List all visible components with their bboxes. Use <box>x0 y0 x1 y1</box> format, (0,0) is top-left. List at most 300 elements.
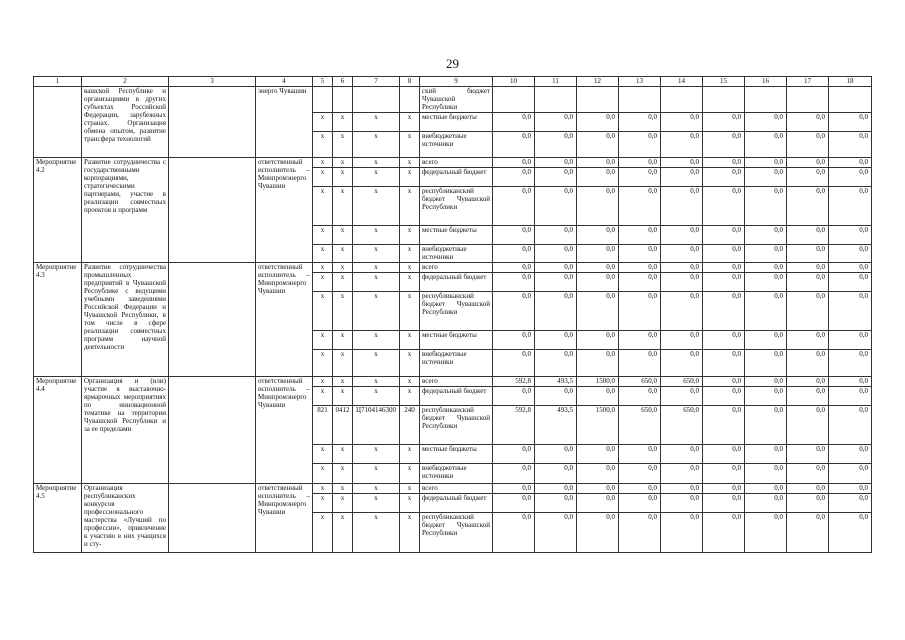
amount-cell: 592,8 <box>493 406 535 445</box>
column-number: 5 <box>313 77 333 87</box>
amount-cell: 0,0 <box>493 494 535 513</box>
amount-cell: 650,0 <box>661 377 703 387</box>
amount-cell: 0,0 <box>787 331 829 350</box>
column-number: 9 <box>420 77 493 87</box>
budget-code: x <box>313 187 333 226</box>
amount-cell: 0,0 <box>577 132 619 158</box>
budget-code: x <box>353 387 400 406</box>
amount-cell: 0,0 <box>577 263 619 273</box>
measure-description: вашской Республике и организациями в других субъектах Российской Федерации, зарубежных странах. Организация обмена опытом, развитие трансфера технологий <box>82 87 169 158</box>
budget-code: x <box>353 331 400 350</box>
page-number: 29 <box>446 56 459 71</box>
amount-cell: 0,0 <box>829 464 872 484</box>
amount-cell: 0,0 <box>745 331 787 350</box>
amount-cell: 0,0 <box>703 273 745 292</box>
header-row <box>34 77 872 87</box>
amount-cell <box>745 87 787 113</box>
amount-cell: 0,0 <box>619 187 661 226</box>
amount-cell: 0,0 <box>745 187 787 226</box>
amount-cell: 0,0 <box>745 350 787 377</box>
budget-code: x <box>333 292 353 331</box>
budget-code <box>333 87 353 113</box>
budget-code: x <box>400 168 420 187</box>
amount-cell <box>703 87 745 113</box>
budget-code: x <box>313 113 333 132</box>
budget-code: x <box>400 273 420 292</box>
budget-code: x <box>313 377 333 387</box>
amount-cell: 0,0 <box>787 387 829 406</box>
funding-source: федеральный бюджет <box>420 168 493 187</box>
amount-cell: 0,0 <box>619 445 661 464</box>
amount-cell: 0,0 <box>661 494 703 513</box>
amount-cell: 0,0 <box>703 464 745 484</box>
budget-code: x <box>353 445 400 464</box>
column-number: 14 <box>661 77 703 87</box>
budget-code: x <box>333 158 353 168</box>
budget-code: x <box>313 513 333 553</box>
amount-cell: 0,0 <box>535 168 577 187</box>
budget-code: x <box>353 245 400 263</box>
funding-source: республиканский бюджет Чувашской Республики <box>420 187 493 226</box>
measure-number: Мероприятие 4.3 <box>34 263 82 377</box>
budget-code: x <box>333 513 353 553</box>
amount-cell: 493,5 <box>535 406 577 445</box>
amount-cell: 0,0 <box>703 377 745 387</box>
funding-source: местные бюджеты <box>420 331 493 350</box>
amount-cell: 0,0 <box>703 445 745 464</box>
amount-cell: 650,0 <box>619 377 661 387</box>
column-number: 8 <box>400 77 420 87</box>
amount-cell: 0,0 <box>745 464 787 484</box>
amount-cell: 0,0 <box>535 387 577 406</box>
amount-cell: 0,0 <box>535 464 577 484</box>
amount-cell: 0,0 <box>619 158 661 168</box>
funding-source: местные бюджеты <box>420 445 493 464</box>
budget-code: x <box>333 464 353 484</box>
budget-code: x <box>400 484 420 494</box>
amount-cell: 0,0 <box>577 464 619 484</box>
amount-cell: 0,0 <box>703 187 745 226</box>
budget-code: x <box>333 387 353 406</box>
budget-code: x <box>400 331 420 350</box>
table-row <box>34 87 872 113</box>
funding-source: всего <box>420 377 493 387</box>
budget-code: x <box>353 132 400 158</box>
amount-cell <box>619 87 661 113</box>
budget-code: x <box>353 226 400 245</box>
responsible-executor: ответственный исполнитель – Минпромэнерго Чувашии <box>256 158 313 263</box>
amount-cell: 0,0 <box>661 445 703 464</box>
budget-code: x <box>333 168 353 187</box>
amount-cell <box>829 87 872 113</box>
budget-code: x <box>400 377 420 387</box>
amount-cell: 0,0 <box>787 245 829 263</box>
budget-code: x <box>400 226 420 245</box>
amount-cell: 650,0 <box>619 406 661 445</box>
amount-cell: 0,0 <box>535 226 577 245</box>
funding-source: внебюджетные источники <box>420 132 493 158</box>
amount-cell: 0,0 <box>535 273 577 292</box>
amount-cell: 0,0 <box>577 158 619 168</box>
column-number: 6 <box>333 77 353 87</box>
amount-cell: 0,0 <box>745 113 787 132</box>
amount-cell: 0,0 <box>745 513 787 553</box>
amount-cell: 0,0 <box>829 387 872 406</box>
budget-code: x <box>353 168 400 187</box>
amount-cell: 0,0 <box>787 494 829 513</box>
amount-cell: 0,0 <box>703 263 745 273</box>
budget-code: 821 <box>313 406 333 445</box>
amount-cell: 0,0 <box>703 168 745 187</box>
table-row <box>34 158 872 168</box>
amount-cell: 0,0 <box>619 263 661 273</box>
amount-cell: 0,0 <box>703 132 745 158</box>
table-row <box>34 484 872 494</box>
column-number: 16 <box>745 77 787 87</box>
measure-number: Мероприятие 4.4 <box>34 377 82 484</box>
amount-cell: 0,0 <box>745 132 787 158</box>
budget-code: x <box>353 350 400 377</box>
amount-cell <box>661 87 703 113</box>
amount-cell: 0,0 <box>787 350 829 377</box>
funding-source: республиканский бюджет Чувашской Республики <box>420 292 493 331</box>
amount-cell: 0,0 <box>577 168 619 187</box>
amount-cell: 0,0 <box>661 484 703 494</box>
budget-code: x <box>353 273 400 292</box>
amount-cell: 0,0 <box>535 494 577 513</box>
amount-cell: 0,0 <box>619 113 661 132</box>
amount-cell: 1500,0 <box>577 406 619 445</box>
amount-cell: 0,0 <box>577 513 619 553</box>
amount-cell: 0,0 <box>577 292 619 331</box>
amount-cell: 0,0 <box>745 387 787 406</box>
amount-cell: 0,0 <box>745 292 787 331</box>
amount-cell: 0,0 <box>829 273 872 292</box>
amount-cell: 0,0 <box>661 158 703 168</box>
amount-cell: 592,8 <box>493 377 535 387</box>
amount-cell: 0,0 <box>619 168 661 187</box>
budget-code: Ц7104146300 <box>353 406 400 445</box>
budget-code: x <box>353 377 400 387</box>
column-number: 15 <box>703 77 745 87</box>
amount-cell <box>787 87 829 113</box>
amount-cell <box>577 87 619 113</box>
budget-code: x <box>400 387 420 406</box>
budget-code: x <box>313 263 333 273</box>
amount-cell: 0,0 <box>829 245 872 263</box>
amount-cell: 0,0 <box>577 445 619 464</box>
amount-cell: 0,0 <box>745 226 787 245</box>
amount-cell: 0,0 <box>745 494 787 513</box>
budget-code: x <box>313 484 333 494</box>
amount-cell: 0,0 <box>493 292 535 331</box>
budget-code: x <box>333 445 353 464</box>
budget-code: x <box>353 292 400 331</box>
amount-cell: 0,0 <box>577 113 619 132</box>
amount-cell: 0,0 <box>619 331 661 350</box>
amount-cell: 0,0 <box>535 331 577 350</box>
column-number: 3 <box>169 77 256 87</box>
empty-cell <box>169 377 256 484</box>
amount-cell: 0,0 <box>577 494 619 513</box>
funding-source: республиканский бюджет Чувашской Республики <box>420 406 493 445</box>
amount-cell: 0,0 <box>787 377 829 387</box>
amount-cell: 0,0 <box>787 406 829 445</box>
budget-code <box>353 87 400 113</box>
amount-cell: 0,0 <box>535 245 577 263</box>
measure-description: Организация и (или) участие в выставочно-ярмарочных мероприятиях по инновационной тематике на территории Чувашской Республики и за ее пределами <box>82 377 169 484</box>
column-number: 18 <box>829 77 872 87</box>
amount-cell: 0,0 <box>661 292 703 331</box>
amount-cell: 0,0 <box>703 292 745 331</box>
budget-code: x <box>333 377 353 387</box>
budget-code: x <box>353 113 400 132</box>
budget-code: x <box>353 494 400 513</box>
column-number: 12 <box>577 77 619 87</box>
funding-source: внебюджетные источники <box>420 464 493 484</box>
amount-cell: 0,0 <box>535 132 577 158</box>
amount-cell: 493,5 <box>535 377 577 387</box>
amount-cell: 0,0 <box>493 445 535 464</box>
column-number: 11 <box>535 77 577 87</box>
budget-code: x <box>333 187 353 226</box>
amount-cell: 0,0 <box>829 494 872 513</box>
amount-cell: 0,0 <box>619 132 661 158</box>
amount-cell: 0,0 <box>745 445 787 464</box>
budget-code: x <box>313 132 333 158</box>
amount-cell: 0,0 <box>619 273 661 292</box>
amount-cell: 0,0 <box>577 226 619 245</box>
amount-cell: 0,0 <box>493 273 535 292</box>
budget-code: x <box>313 350 333 377</box>
responsible-executor: ответственный исполнитель – Минпромэнерго Чувашии <box>256 377 313 484</box>
amount-cell: 0,0 <box>493 464 535 484</box>
amount-cell: 0,0 <box>493 387 535 406</box>
measure-description: Развитие сотрудничества с государственными корпорациями, стратегическими партнерами, участие в реализации совместных проектов и программ <box>82 158 169 263</box>
funding-source: всего <box>420 158 493 168</box>
amount-cell: 0,0 <box>829 292 872 331</box>
amount-cell: 0,0 <box>535 513 577 553</box>
funding-source: республиканский бюджет Чувашской Республики <box>420 513 493 553</box>
column-number: 10 <box>493 77 535 87</box>
column-number: 1 <box>34 77 82 87</box>
amount-cell: 0,0 <box>829 168 872 187</box>
amount-cell: 0,0 <box>703 245 745 263</box>
amount-cell: 0,0 <box>619 513 661 553</box>
amount-cell: 0,0 <box>661 331 703 350</box>
amount-cell: 1500,0 <box>577 377 619 387</box>
amount-cell: 0,0 <box>703 331 745 350</box>
funding-source: федеральный бюджет <box>420 494 493 513</box>
amount-cell: 0,0 <box>661 132 703 158</box>
amount-cell: 0,0 <box>535 484 577 494</box>
amount-cell: 0,0 <box>787 513 829 553</box>
budget-code <box>313 87 333 113</box>
budget-code: x <box>333 226 353 245</box>
measure-number: Мероприятие 4.5 <box>34 484 82 553</box>
responsible-executor: ответственный исполнитель – Минпромэнерго Чувашии <box>256 484 313 553</box>
budget-code: x <box>313 158 333 168</box>
amount-cell: 0,0 <box>703 158 745 168</box>
budget-code: 0412 <box>333 406 353 445</box>
amount-cell <box>535 87 577 113</box>
amount-cell: 0,0 <box>787 292 829 331</box>
budget-code: x <box>353 158 400 168</box>
amount-cell: 0,0 <box>577 387 619 406</box>
amount-cell: 0,0 <box>493 484 535 494</box>
amount-cell: 0,0 <box>829 513 872 553</box>
budget-code: x <box>400 132 420 158</box>
amount-cell: 0,0 <box>535 445 577 464</box>
budget-code: 240 <box>400 406 420 445</box>
measure-description: Организация республиканских конкурсов профессионального мастерства «Лучший по профессии», привлечение к участию в них учащихся и сту- <box>82 484 169 553</box>
measure-number: Мероприятие 4.2 <box>34 158 82 263</box>
amount-cell: 650,0 <box>661 406 703 445</box>
amount-cell: 0,0 <box>787 484 829 494</box>
budget-code: x <box>333 331 353 350</box>
amount-cell: 0,0 <box>787 445 829 464</box>
budget-code: x <box>400 263 420 273</box>
amount-cell: 0,0 <box>745 245 787 263</box>
funding-source: внебюджетные источники <box>420 245 493 263</box>
funding-source: федеральный бюджет <box>420 273 493 292</box>
budget-code: x <box>313 245 333 263</box>
funding-source: местные бюджеты <box>420 113 493 132</box>
amount-cell: 0,0 <box>661 113 703 132</box>
amount-cell: 0,0 <box>577 187 619 226</box>
amount-cell: 0,0 <box>619 484 661 494</box>
amount-cell: 0,0 <box>745 158 787 168</box>
amount-cell: 0,0 <box>535 350 577 377</box>
budget-code: x <box>400 158 420 168</box>
amount-cell: 0,0 <box>829 445 872 464</box>
amount-cell: 0,0 <box>703 350 745 377</box>
budget-code <box>400 87 420 113</box>
amount-cell: 0,0 <box>787 158 829 168</box>
empty-cell <box>169 158 256 263</box>
budget-code: x <box>353 187 400 226</box>
budget-code: x <box>333 245 353 263</box>
amount-cell: 0,0 <box>661 273 703 292</box>
amount-cell: 0,0 <box>493 168 535 187</box>
measure-number <box>34 87 82 158</box>
funding-source: внебюджетные источники <box>420 350 493 377</box>
budget-code: x <box>353 464 400 484</box>
amount-cell <box>493 87 535 113</box>
budget-code: x <box>313 445 333 464</box>
amount-cell: 0,0 <box>703 387 745 406</box>
amount-cell: 0,0 <box>829 132 872 158</box>
amount-cell: 0,0 <box>535 158 577 168</box>
budget-code: x <box>313 292 333 331</box>
amount-cell: 0,0 <box>745 377 787 387</box>
table-row <box>34 377 872 387</box>
amount-cell: 0,0 <box>577 273 619 292</box>
amount-cell: 0,0 <box>535 263 577 273</box>
amount-cell: 0,0 <box>745 406 787 445</box>
budget-code: x <box>353 263 400 273</box>
amount-cell: 0,0 <box>619 494 661 513</box>
amount-cell: 0,0 <box>619 350 661 377</box>
budget-code: x <box>400 350 420 377</box>
amount-cell: 0,0 <box>703 226 745 245</box>
budget-code: x <box>400 513 420 553</box>
amount-cell: 0,0 <box>619 245 661 263</box>
amount-cell: 0,0 <box>703 513 745 553</box>
amount-cell: 0,0 <box>535 113 577 132</box>
budget-code: x <box>313 168 333 187</box>
budget-code: x <box>400 464 420 484</box>
amount-cell: 0,0 <box>619 387 661 406</box>
budget-code: x <box>400 245 420 263</box>
budget-code: x <box>333 273 353 292</box>
column-number: 2 <box>82 77 169 87</box>
amount-cell: 0,0 <box>829 377 872 387</box>
budget-code: x <box>400 187 420 226</box>
amount-cell: 0,0 <box>745 273 787 292</box>
budget-code: x <box>313 464 333 484</box>
amount-cell: 0,0 <box>829 263 872 273</box>
column-number: 13 <box>619 77 661 87</box>
amount-cell: 0,0 <box>493 113 535 132</box>
column-number: 7 <box>353 77 400 87</box>
amount-cell: 0,0 <box>493 331 535 350</box>
budget-code: x <box>333 263 353 273</box>
funding-source: всего <box>420 263 493 273</box>
budget-code: x <box>333 484 353 494</box>
amount-cell: 0,0 <box>829 484 872 494</box>
empty-cell <box>169 484 256 553</box>
amount-cell: 0,0 <box>829 113 872 132</box>
budget-code: x <box>400 445 420 464</box>
amount-cell: 0,0 <box>577 350 619 377</box>
amount-cell: 0,0 <box>829 226 872 245</box>
funding-source: ский бюджет Чувашской Республики <box>420 87 493 113</box>
amount-cell: 0,0 <box>661 245 703 263</box>
column-number: 4 <box>256 77 313 87</box>
budget-code: x <box>400 494 420 513</box>
amount-cell: 0,0 <box>703 113 745 132</box>
amount-cell: 0,0 <box>703 494 745 513</box>
amount-cell: 0,0 <box>703 484 745 494</box>
amount-cell: 0,0 <box>577 245 619 263</box>
amount-cell: 0,0 <box>787 168 829 187</box>
responsible-executor: ответственный исполнитель – Минпромэнерго Чувашии <box>256 263 313 377</box>
amount-cell: 0,0 <box>493 245 535 263</box>
amount-cell: 0,0 <box>493 158 535 168</box>
empty-cell <box>169 87 256 158</box>
funding-source: всего <box>420 484 493 494</box>
amount-cell: 0,0 <box>745 263 787 273</box>
measure-description: Развитие сотрудничества промышленных предприятий в Чувашской Республике с ведущими учебными заведениями Российской Федерации и Чувашской Республики, в том числе в сфере реализации совместных программ научной деятельности <box>82 263 169 377</box>
amount-cell: 0,0 <box>787 226 829 245</box>
amount-cell: 0,0 <box>661 263 703 273</box>
amount-cell: 0,0 <box>577 484 619 494</box>
amount-cell: 0,0 <box>829 406 872 445</box>
budget-code: x <box>313 273 333 292</box>
budget-code: x <box>313 387 333 406</box>
amount-cell: 0,0 <box>787 273 829 292</box>
budget-code: x <box>353 484 400 494</box>
amount-cell: 0,0 <box>535 292 577 331</box>
amount-cell: 0,0 <box>829 331 872 350</box>
amount-cell: 0,0 <box>661 350 703 377</box>
amount-cell: 0,0 <box>703 406 745 445</box>
budget-code: x <box>353 513 400 553</box>
amount-cell: 0,0 <box>619 464 661 484</box>
responsible-executor: энерго Чувашии <box>256 87 313 158</box>
budget-code: x <box>313 226 333 245</box>
